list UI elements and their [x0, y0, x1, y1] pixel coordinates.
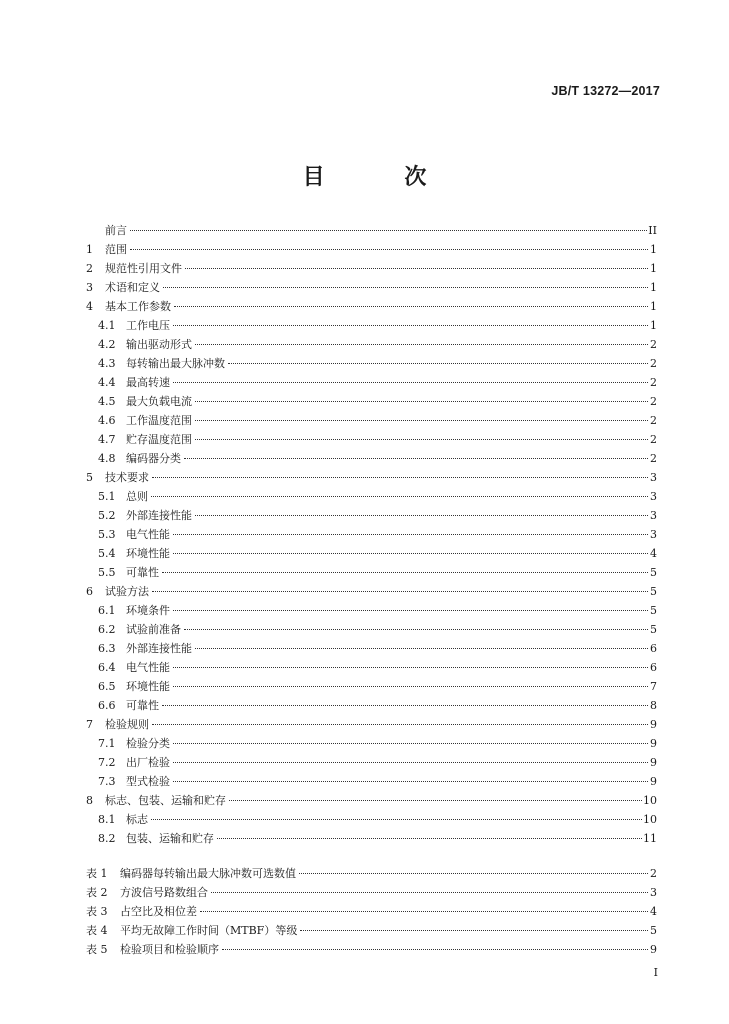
entry-page-number: 1: [650, 319, 657, 332]
entry-title: 环境性能: [126, 680, 170, 693]
entry-number: 4.7: [98, 433, 116, 446]
entry-page-number: 9: [650, 718, 657, 731]
entry-title: 试验方法: [105, 585, 149, 598]
entry-page-number: 5: [650, 585, 657, 598]
dot-leader: [173, 762, 648, 763]
entry-page-number: 10: [643, 794, 657, 807]
entry-title: 可靠性: [126, 699, 159, 712]
entry-page-number: 1: [650, 300, 657, 313]
toc-entry[interactable]: [86, 563, 657, 582]
entry-number: 6.1: [98, 604, 116, 617]
entry-page-number: 3: [650, 490, 657, 503]
entry-title: 范围: [105, 243, 127, 256]
entry-page-number: 2: [650, 376, 657, 389]
entry-number: 4.1: [98, 319, 116, 332]
entry-title: 环境条件: [126, 604, 170, 617]
entry-page-number: 5: [650, 566, 657, 579]
toc-entry[interactable]: [86, 734, 657, 753]
dot-leader: [195, 420, 648, 421]
entry-page-number: 2: [650, 414, 657, 427]
entry-title: 方波信号路数组合: [120, 886, 208, 899]
dot-leader: [173, 325, 648, 326]
toc-entry[interactable]: [86, 506, 657, 525]
toc-entry[interactable]: [86, 677, 657, 696]
entry-title: 检验规则: [105, 718, 149, 731]
entry-page-number: 2: [650, 338, 657, 351]
dot-leader: [173, 743, 648, 744]
entry-number: 7.3: [98, 775, 116, 788]
toc-entry[interactable]: [86, 696, 657, 715]
toc-entry[interactable]: [86, 601, 657, 620]
entry-page-number: 2: [650, 433, 657, 446]
toc-entry[interactable]: [86, 354, 657, 373]
entry-title: 技术要求: [105, 471, 149, 484]
toc-entry[interactable]: [86, 430, 657, 449]
entry-number: 4: [86, 300, 93, 313]
entry-number: 5.4: [98, 547, 116, 560]
dot-leader: [173, 610, 648, 611]
entry-page-number: 5: [650, 604, 657, 617]
dot-leader: [195, 648, 648, 649]
entry-page-number: 1: [650, 243, 657, 256]
list-of-tables: [86, 864, 657, 959]
entry-page-number: 9: [650, 756, 657, 769]
toc-entry[interactable]: [86, 335, 657, 354]
toc-entry[interactable]: [86, 772, 657, 791]
toc-entry[interactable]: [86, 411, 657, 430]
entry-number: 6.2: [98, 623, 116, 636]
entry-title: 型式检验: [126, 775, 170, 788]
entry-page-number: 8: [650, 699, 657, 712]
toc-entry[interactable]: [86, 658, 657, 677]
entry-title: 检验项目和检验顺序: [120, 943, 219, 956]
dot-leader: [151, 496, 648, 497]
dot-leader: [163, 287, 648, 288]
entry-title: 标志: [126, 813, 148, 826]
dot-leader: [229, 800, 642, 801]
entry-page-number: II: [648, 224, 657, 237]
entry-number: 6: [86, 585, 93, 598]
toc-entry[interactable]: [86, 373, 657, 392]
entry-number: 4.5: [98, 395, 116, 408]
entry-page-number: 2: [650, 395, 657, 408]
entry-number: 8.1: [98, 813, 116, 826]
entry-page-number: 3: [650, 509, 657, 522]
entry-page-number: 4: [650, 905, 657, 918]
entry-number: 表 4: [86, 924, 108, 937]
dot-leader: [173, 382, 648, 383]
entry-title: 编码器分类: [126, 452, 181, 465]
entry-page-number: 9: [650, 737, 657, 750]
dot-leader: [173, 667, 648, 668]
entry-title: 工作电压: [126, 319, 170, 332]
entry-number: 5.3: [98, 528, 116, 541]
entry-number: 2: [86, 262, 93, 275]
toc-entry[interactable]: [86, 525, 657, 544]
table-list-entry[interactable]: [86, 864, 657, 883]
toc-entry[interactable]: [86, 544, 657, 563]
dot-leader: [162, 572, 648, 573]
dot-leader: [211, 892, 648, 893]
entry-title: 前言: [105, 224, 127, 237]
entry-number: 6.5: [98, 680, 116, 693]
entry-title: 试验前准备: [126, 623, 181, 636]
entry-title: 总则: [126, 490, 148, 503]
entry-number: 5.2: [98, 509, 116, 522]
entry-page-number: 1: [650, 281, 657, 294]
entry-page-number: 5: [650, 623, 657, 636]
entry-title: 电气性能: [126, 528, 170, 541]
dot-leader: [195, 344, 648, 345]
entry-page-number: 9: [650, 943, 657, 956]
entry-title: 术语和定义: [105, 281, 160, 294]
entry-title: 包装、运输和贮存: [126, 832, 214, 845]
entry-number: 4.2: [98, 338, 116, 351]
table-list-entry[interactable]: [86, 883, 657, 902]
entry-page-number: 7: [650, 680, 657, 693]
toc-entry[interactable]: [86, 715, 657, 734]
dot-leader: [173, 553, 648, 554]
entry-title: 输出驱动形式: [126, 338, 192, 351]
entry-number: 8: [86, 794, 93, 807]
entry-number: 4.4: [98, 376, 116, 389]
entry-title: 标志、包装、运输和贮存: [105, 794, 226, 807]
entry-title: 检验分类: [126, 737, 170, 750]
toc-entry[interactable]: [86, 278, 657, 297]
toc-entry[interactable]: [86, 259, 657, 278]
toc-entry[interactable]: [86, 487, 657, 506]
entry-page-number: 6: [650, 661, 657, 674]
entry-title: 最大负载电流: [126, 395, 192, 408]
toc-entry[interactable]: [86, 791, 657, 810]
toc-entry[interactable]: [86, 582, 657, 601]
toc-entry[interactable]: [86, 392, 657, 411]
entry-number: 表 5: [86, 943, 108, 956]
entry-page-number: 3: [650, 528, 657, 541]
entry-page-number: 2: [650, 357, 657, 370]
entry-page-number: 11: [643, 832, 657, 845]
dot-leader: [130, 249, 648, 250]
entry-number: 表 2: [86, 886, 108, 899]
table-of-contents: [86, 221, 657, 848]
dot-leader: [228, 363, 648, 364]
dot-leader: [200, 911, 648, 912]
entry-title: 编码器每转输出最大脉冲数可选数值: [120, 867, 296, 880]
dot-leader: [152, 591, 648, 592]
page-title: 目 次: [302, 165, 463, 190]
toc-entry[interactable]: [86, 221, 657, 240]
entry-page-number: 6: [650, 642, 657, 655]
entry-number: 表 3: [86, 905, 108, 918]
toc-entry[interactable]: [86, 449, 657, 468]
entry-number: 5: [86, 471, 93, 484]
dot-leader: [184, 629, 648, 630]
entry-number: 5.1: [98, 490, 116, 503]
standard-code: JB/T 13272—2017: [551, 84, 660, 98]
table-list-entry[interactable]: [86, 940, 657, 959]
entry-number: 6.4: [98, 661, 116, 674]
dot-leader: [152, 477, 648, 478]
entry-title: 最高转速: [126, 376, 170, 389]
dot-leader: [217, 838, 642, 839]
entry-number: 1: [86, 243, 93, 256]
entry-title: 占空比及相位差: [120, 905, 197, 918]
entry-title: 可靠性: [126, 566, 159, 579]
entry-number: 6.3: [98, 642, 116, 655]
dot-leader: [174, 306, 648, 307]
entry-page-number: 3: [650, 886, 657, 899]
dot-leader: [184, 458, 648, 459]
entry-title: 电气性能: [126, 661, 170, 674]
entry-title: 规范性引用文件: [105, 262, 182, 275]
dot-leader: [222, 949, 648, 950]
dot-leader: [151, 819, 642, 820]
dot-leader: [173, 534, 648, 535]
entry-title: 工作温度范围: [126, 414, 192, 427]
entry-title: 出厂检验: [126, 756, 170, 769]
toc-entry[interactable]: [86, 639, 657, 658]
dot-leader: [195, 401, 648, 402]
dot-leader: [173, 686, 648, 687]
dot-leader: [185, 268, 648, 269]
page-number: I: [653, 966, 658, 979]
toc-entry[interactable]: [86, 810, 657, 829]
entry-title: 外部连接性能: [126, 509, 192, 522]
table-list-entry[interactable]: [86, 902, 657, 921]
entry-number: 4.8: [98, 452, 116, 465]
toc-entry[interactable]: [86, 316, 657, 335]
entry-number: 7: [86, 718, 93, 731]
entry-title: 平均无故障工作时间（MTBF）等级: [120, 924, 298, 937]
dot-leader: [195, 515, 648, 516]
toc-entry[interactable]: [86, 829, 657, 848]
entry-number: 4.3: [98, 357, 116, 370]
toc-entry[interactable]: [86, 240, 657, 259]
entry-number: 4.6: [98, 414, 116, 427]
entry-title: 环境性能: [126, 547, 170, 560]
entry-page-number: 5: [650, 924, 657, 937]
entry-page-number: 3: [650, 471, 657, 484]
dot-leader: [300, 930, 648, 931]
entry-number: 7.2: [98, 756, 116, 769]
dot-leader: [173, 781, 648, 782]
entry-number: 8.2: [98, 832, 116, 845]
entry-number: 5.5: [98, 566, 116, 579]
entry-number: 7.1: [98, 737, 116, 750]
toc-entry[interactable]: [86, 297, 657, 316]
entry-title: 每转输出最大脉冲数: [126, 357, 225, 370]
entry-page-number: 2: [650, 452, 657, 465]
entry-page-number: 1: [650, 262, 657, 275]
entry-page-number: 10: [643, 813, 657, 826]
entry-page-number: 4: [650, 547, 657, 560]
entry-page-number: 2: [650, 867, 657, 880]
entry-number: 6.6: [98, 699, 116, 712]
dot-leader: [130, 230, 647, 231]
entry-title: 外部连接性能: [126, 642, 192, 655]
toc-entry[interactable]: [86, 753, 657, 772]
toc-entry[interactable]: [86, 620, 657, 639]
toc-entry[interactable]: [86, 468, 657, 487]
dot-leader: [152, 724, 648, 725]
dot-leader: [299, 873, 648, 874]
entry-title: 贮存温度范围: [126, 433, 192, 446]
entry-page-number: 9: [650, 775, 657, 788]
entry-title: 基本工作参数: [105, 300, 171, 313]
table-list-entry[interactable]: [86, 921, 657, 940]
dot-leader: [162, 705, 648, 706]
dot-leader: [195, 439, 648, 440]
entry-number: 表 1: [86, 867, 108, 880]
entry-number: 3: [86, 281, 93, 294]
